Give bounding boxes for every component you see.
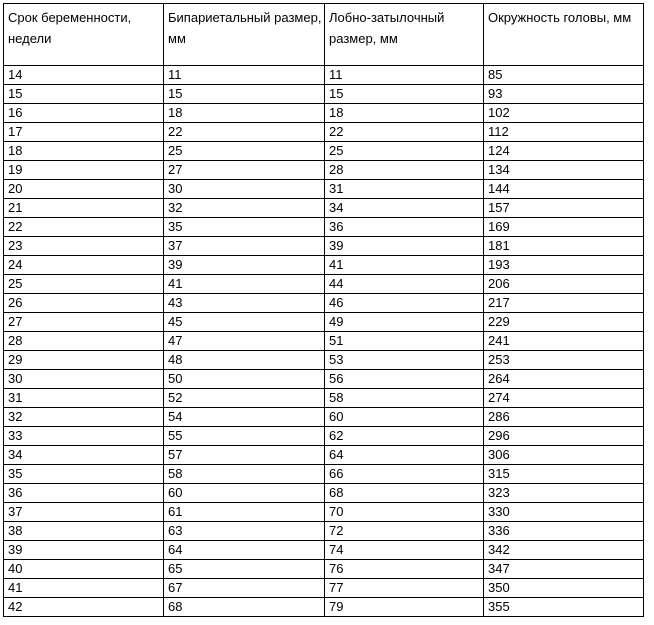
cell-gestation-weeks: 37 [4,503,164,522]
cell-biparietal-size: 61 [164,503,325,522]
cell-gestation-weeks: 15 [4,85,164,104]
cell-gestation-weeks: 18 [4,142,164,161]
cell-head-circumference: 144 [484,180,644,199]
cell-gestation-weeks: 19 [4,161,164,180]
table-row [4,446,644,465]
cell-fronto-occipital-size: 53 [325,351,484,370]
table-body [4,66,644,617]
cell-fronto-occipital-size: 64 [325,446,484,465]
table-row [4,218,644,237]
table-row [4,66,644,85]
cell-gestation-weeks: 16 [4,104,164,123]
cell-head-circumference: 286 [484,408,644,427]
cell-gestation-weeks: 22 [4,218,164,237]
cell-gestation-weeks: 31 [4,389,164,408]
header-fronto-occipital-size: Лобно-затылочный размер, мм [325,4,484,66]
cell-biparietal-size: 63 [164,522,325,541]
cell-biparietal-size: 15 [164,85,325,104]
cell-biparietal-size: 35 [164,218,325,237]
cell-biparietal-size: 64 [164,541,325,560]
cell-fronto-occipital-size: 79 [325,598,484,617]
cell-gestation-weeks: 21 [4,199,164,218]
cell-head-circumference: 342 [484,541,644,560]
cell-gestation-weeks: 40 [4,560,164,579]
cell-gestation-weeks: 38 [4,522,164,541]
cell-fronto-occipital-size: 25 [325,142,484,161]
cell-fronto-occipital-size: 31 [325,180,484,199]
cell-head-circumference: 336 [484,522,644,541]
cell-biparietal-size: 47 [164,332,325,351]
table-header-row [4,4,644,66]
cell-fronto-occipital-size: 46 [325,294,484,313]
cell-head-circumference: 330 [484,503,644,522]
cell-gestation-weeks: 35 [4,465,164,484]
cell-head-circumference: 241 [484,332,644,351]
cell-gestation-weeks: 42 [4,598,164,617]
cell-gestation-weeks: 36 [4,484,164,503]
cell-head-circumference: 306 [484,446,644,465]
cell-head-circumference: 157 [484,199,644,218]
table-row [4,294,644,313]
cell-head-circumference: 193 [484,256,644,275]
cell-head-circumference: 323 [484,484,644,503]
cell-head-circumference: 350 [484,579,644,598]
table-row [4,484,644,503]
cell-biparietal-size: 11 [164,66,325,85]
table-row [4,560,644,579]
cell-biparietal-size: 54 [164,408,325,427]
cell-biparietal-size: 41 [164,275,325,294]
cell-biparietal-size: 57 [164,446,325,465]
cell-biparietal-size: 22 [164,123,325,142]
cell-fronto-occipital-size: 15 [325,85,484,104]
cell-gestation-weeks: 33 [4,427,164,446]
cell-head-circumference: 206 [484,275,644,294]
cell-biparietal-size: 52 [164,389,325,408]
cell-head-circumference: 169 [484,218,644,237]
cell-head-circumference: 347 [484,560,644,579]
cell-biparietal-size: 25 [164,142,325,161]
cell-biparietal-size: 60 [164,484,325,503]
table-row [4,503,644,522]
cell-gestation-weeks: 28 [4,332,164,351]
cell-biparietal-size: 48 [164,351,325,370]
cell-biparietal-size: 50 [164,370,325,389]
cell-biparietal-size: 27 [164,161,325,180]
table-row [4,313,644,332]
cell-fronto-occipital-size: 22 [325,123,484,142]
cell-fronto-occipital-size: 41 [325,256,484,275]
cell-biparietal-size: 18 [164,104,325,123]
table-row [4,85,644,104]
table-row [4,199,644,218]
cell-biparietal-size: 55 [164,427,325,446]
table-row [4,465,644,484]
header-gestation-weeks: Срок беременности, недели [4,4,164,66]
cell-biparietal-size: 32 [164,199,325,218]
cell-fronto-occipital-size: 66 [325,465,484,484]
table-row [4,427,644,446]
cell-gestation-weeks: 27 [4,313,164,332]
cell-fronto-occipital-size: 58 [325,389,484,408]
header-biparietal-size: Бипариетальный размер, мм [164,4,325,66]
table-row [4,275,644,294]
cell-biparietal-size: 39 [164,256,325,275]
cell-gestation-weeks: 29 [4,351,164,370]
table-row [4,522,644,541]
cell-gestation-weeks: 24 [4,256,164,275]
cell-fronto-occipital-size: 11 [325,66,484,85]
cell-head-circumference: 93 [484,85,644,104]
cell-fronto-occipital-size: 44 [325,275,484,294]
cell-gestation-weeks: 14 [4,66,164,85]
table-row [4,104,644,123]
cell-biparietal-size: 30 [164,180,325,199]
cell-fronto-occipital-size: 18 [325,104,484,123]
header-head-circumference: Окружность головы, мм [484,4,644,66]
table-row [4,579,644,598]
cell-biparietal-size: 58 [164,465,325,484]
cell-head-circumference: 264 [484,370,644,389]
cell-biparietal-size: 65 [164,560,325,579]
cell-fronto-occipital-size: 77 [325,579,484,598]
cell-biparietal-size: 45 [164,313,325,332]
cell-head-circumference: 296 [484,427,644,446]
table-row [4,541,644,560]
cell-fronto-occipital-size: 39 [325,237,484,256]
cell-biparietal-size: 68 [164,598,325,617]
cell-head-circumference: 217 [484,294,644,313]
cell-fronto-occipital-size: 51 [325,332,484,351]
table-row [4,237,644,256]
cell-fronto-occipital-size: 28 [325,161,484,180]
cell-head-circumference: 229 [484,313,644,332]
cell-gestation-weeks: 39 [4,541,164,560]
cell-gestation-weeks: 26 [4,294,164,313]
table-row [4,123,644,142]
cell-biparietal-size: 43 [164,294,325,313]
cell-gestation-weeks: 17 [4,123,164,142]
cell-fronto-occipital-size: 74 [325,541,484,560]
cell-gestation-weeks: 30 [4,370,164,389]
cell-head-circumference: 274 [484,389,644,408]
cell-head-circumference: 134 [484,161,644,180]
cell-head-circumference: 112 [484,123,644,142]
cell-biparietal-size: 67 [164,579,325,598]
cell-biparietal-size: 37 [164,237,325,256]
cell-head-circumference: 102 [484,104,644,123]
cell-head-circumference: 85 [484,66,644,85]
table-row [4,351,644,370]
cell-head-circumference: 355 [484,598,644,617]
cell-fronto-occipital-size: 62 [325,427,484,446]
cell-fronto-occipital-size: 56 [325,370,484,389]
table-row [4,256,644,275]
cell-gestation-weeks: 20 [4,180,164,199]
table-row [4,370,644,389]
cell-fronto-occipital-size: 34 [325,199,484,218]
table-row [4,598,644,617]
cell-fronto-occipital-size: 60 [325,408,484,427]
table-row [4,180,644,199]
cell-fronto-occipital-size: 76 [325,560,484,579]
cell-head-circumference: 315 [484,465,644,484]
table-row [4,408,644,427]
cell-gestation-weeks: 32 [4,408,164,427]
fetal-head-size-table [3,3,644,617]
cell-gestation-weeks: 25 [4,275,164,294]
cell-fronto-occipital-size: 72 [325,522,484,541]
cell-fronto-occipital-size: 49 [325,313,484,332]
cell-gestation-weeks: 34 [4,446,164,465]
cell-gestation-weeks: 41 [4,579,164,598]
cell-fronto-occipital-size: 70 [325,503,484,522]
cell-fronto-occipital-size: 68 [325,484,484,503]
cell-head-circumference: 253 [484,351,644,370]
cell-gestation-weeks: 23 [4,237,164,256]
table-row [4,332,644,351]
cell-head-circumference: 124 [484,142,644,161]
cell-fronto-occipital-size: 36 [325,218,484,237]
table-row [4,142,644,161]
table-row [4,389,644,408]
cell-head-circumference: 181 [484,237,644,256]
fetal-head-size-table-container [3,3,644,617]
table-row [4,161,644,180]
